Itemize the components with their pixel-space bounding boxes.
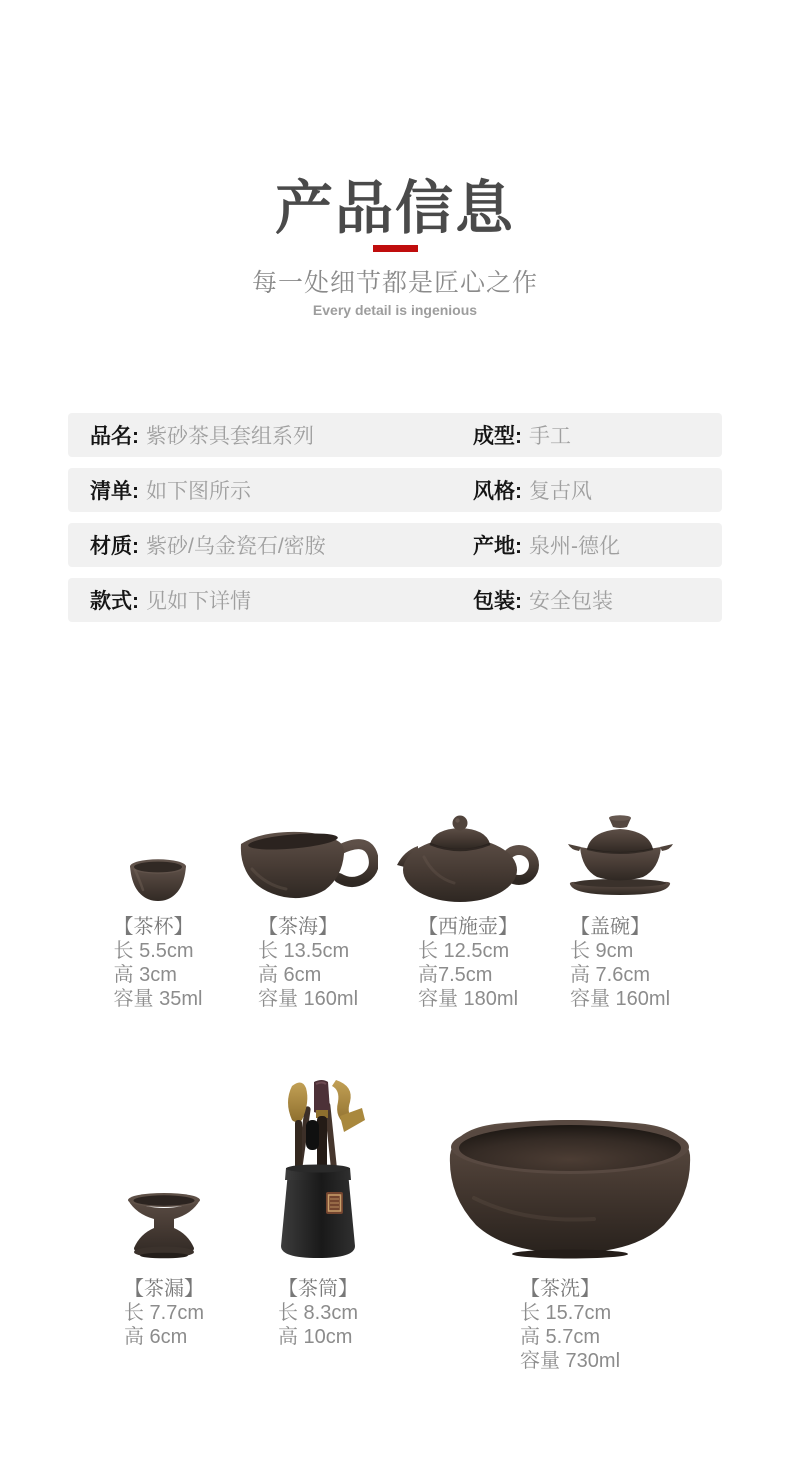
product-spec: 长 8.3cm [277,1302,359,1324]
product-spec: 容量 730ml [519,1350,621,1372]
spec-label: 产地: [473,535,522,558]
product-name: 【西施壶】 [417,916,518,938]
spec-label: 款式: [90,590,139,613]
spec-label: 材质: [90,535,139,558]
product-tea-tool-canister [238,1077,398,1349]
gaiwan-image [563,813,678,903]
product-spec: 高 7.6cm [569,964,651,986]
spec-value: 泉州-德化 [529,535,620,558]
spec-label: 品名: [90,425,139,448]
spec-value: 紫砂/乌金瓷石/密胺 [146,535,326,558]
product-spec: 长 12.5cm [417,940,510,962]
tea-strainer-image [126,1077,202,1260]
product-name: 【盖碗】 [569,916,650,938]
product-teapot [388,813,548,1011]
product-spec: 容量 180ml [417,988,519,1010]
product-teacup [78,813,238,1011]
product-spec: 容量 160ml [569,988,671,1010]
product-spec: 高 5.7cm [519,1326,601,1348]
pitcher-image [238,813,378,903]
product-spec: 长 9cm [569,940,634,962]
subtitle: 每一处细节都是匠心之作 [251,269,538,297]
product-spec: 高 3cm [113,964,177,986]
spec-value: 安全包装 [529,590,613,613]
product-name: 【茶海】 [257,916,338,938]
spec-label: 包装: [473,590,522,613]
spec-table [68,413,722,633]
page-title: 产品信息 [274,176,515,241]
spec-value: 复古风 [529,480,592,503]
product-name: 【茶杯】 [113,916,194,938]
spec-row-2 [68,468,722,512]
spec-value: 手工 [529,425,571,448]
spec-value: 见如下详情 [146,590,251,613]
tea-wash-bowl-image [444,1077,696,1260]
spec-label: 风格: [473,480,522,503]
product-spec: 长 13.5cm [257,940,350,962]
spec-row-4 [68,578,722,622]
title-accent-bar [373,245,418,252]
spec-value: 如下图所示 [146,480,251,503]
subtitle-english: Every detail is ingenious [312,302,478,318]
spec-label: 清单: [90,480,139,503]
product-spec: 长 5.5cm [113,940,194,962]
product-pitcher [228,813,388,1011]
product-spec: 高 6cm [257,964,322,986]
spec-row-1 [68,413,722,457]
teacup-image [128,813,188,903]
product-spec: 容量 160ml [257,988,359,1010]
product-tea-wash-bowl [440,1077,700,1373]
product-spec: 高 10cm [277,1326,353,1348]
product-spec: 高 6cm [123,1326,188,1348]
teapot-image [394,813,542,903]
spec-row-3 [68,523,722,567]
spec-value: 紫砂茶具套组系列 [146,425,314,448]
product-spec: 长 15.7cm [519,1302,612,1324]
product-name: 【茶筒】 [277,1278,358,1300]
product-spec: 长 7.7cm [123,1302,205,1324]
product-gaiwan [540,813,700,1011]
product-name: 【茶洗】 [519,1278,600,1300]
product-spec: 高7.5cm [417,964,493,986]
spec-label: 成型: [473,425,522,448]
product-spec: 容量 35ml [113,988,203,1010]
product-name: 【茶漏】 [123,1278,204,1300]
tea-tool-canister-image [270,1077,366,1260]
product-tea-strainer [84,1077,244,1349]
